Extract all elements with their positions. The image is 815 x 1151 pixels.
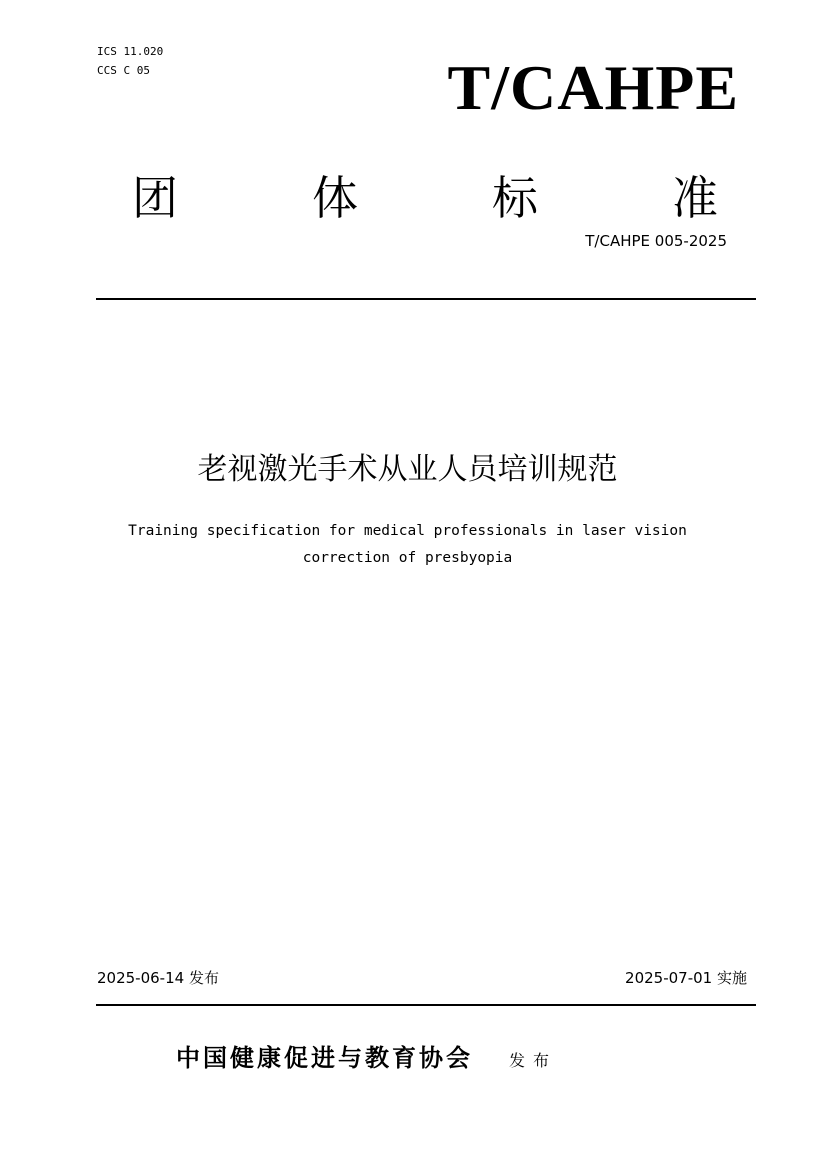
bottom-divider — [96, 1004, 756, 1006]
publisher-line — [176, 1040, 557, 1079]
standard-number: T/CAHPE 005-2025 — [585, 232, 727, 250]
publisher-suffix: 发布 — [509, 1051, 558, 1070]
document-title-english — [60, 518, 755, 572]
standard-type-char: 体 — [312, 171, 358, 225]
standard-type-char: 团 — [132, 171, 178, 225]
publisher-name: 中国健康促进与教育协会 — [176, 1044, 473, 1072]
issue-date: 2025-06-14 发布 — [97, 969, 219, 987]
top-divider — [96, 298, 756, 300]
ccs-code: CCS C 05 — [97, 64, 150, 77]
implementation-date: 2025-07-01 实施 — [625, 969, 747, 987]
english-title-line: correction of presbyopia — [302, 550, 513, 566]
document-title-chinese: 老视激光手术从业人员培训规范 — [197, 452, 618, 487]
standard-type-heading — [132, 168, 718, 228]
standard-type-char: 准 — [672, 171, 718, 225]
classification-codes — [97, 42, 163, 80]
english-title-line: Training specification for medical professionals in laser vision — [128, 523, 687, 539]
standard-type-char: 标 — [492, 171, 538, 225]
organization-code-heading: T/CAHPE — [447, 52, 739, 123]
ics-code: ICS 11.020 — [97, 45, 164, 58]
